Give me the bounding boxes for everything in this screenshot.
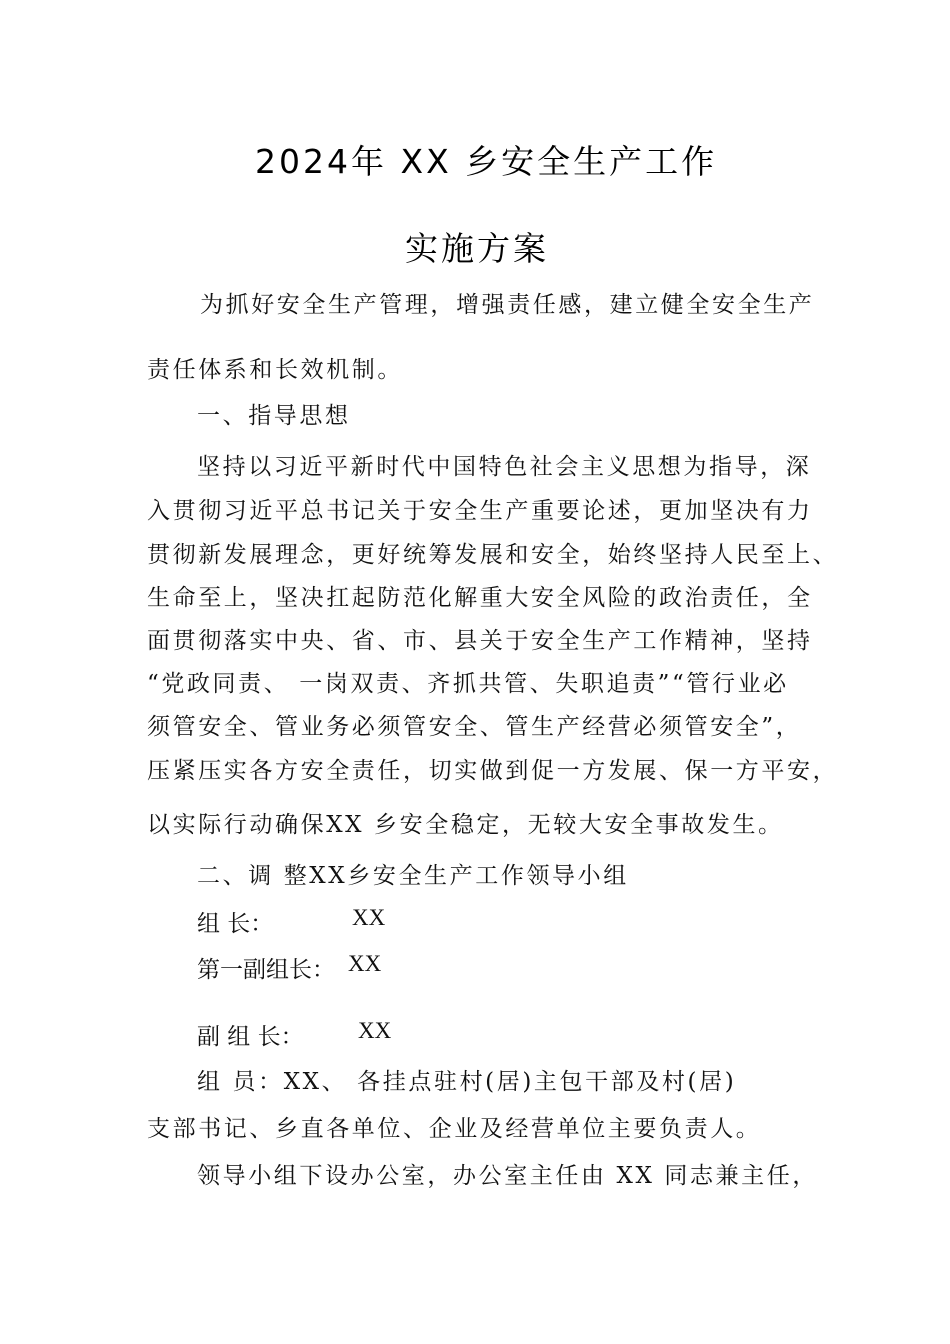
section2-heading: 二、调 整XX乡安全生产工作领导小组 <box>197 863 629 889</box>
deputy-value: XX <box>358 1018 392 1043</box>
intro-line-1: 为抓好安全生产管理，增强责任感，建立健全安全生产 <box>200 292 815 318</box>
leader-value: XX <box>352 905 386 930</box>
section1-line-5: 面贯彻落实中央、省、市、县关于安全生产工作精神，坚持 <box>147 628 813 654</box>
section1-line-8: 压紧压实各方安全责任，切实做到促一方发展、保一方平安， <box>147 758 839 784</box>
page-title-line1: 2024年 XX 乡安全生产工作 <box>255 142 718 181</box>
first-deputy-value: XX <box>348 951 382 976</box>
page-title-line2: 实施方案 <box>405 229 549 268</box>
first-deputy-label: 第一副组长： <box>197 957 335 983</box>
members-line-1: 组 员：XX、 各挂点驻村(居)主包干部及村(居) <box>197 1069 737 1095</box>
leader-label: 组 长： <box>197 911 274 937</box>
section1-line-1: 坚持以习近平新时代中国特色社会主义思想为指导，深 <box>197 454 812 480</box>
section1-line-7: 须管安全、管业务必须管安全、管生产经营必须管安全”， <box>147 714 802 740</box>
section1-line-4: 生命至上，坚决扛起防范化解重大安全风险的政治责任，全 <box>147 585 813 611</box>
members-line-2: 支部书记、乡直各单位、企业及经营单位主要负责人。 <box>147 1116 762 1142</box>
deputy-label: 副 组 长： <box>197 1024 304 1050</box>
section1-line-2: 入贯彻习近平总书记关于安全生产重要论述，更加坚决有力 <box>147 498 813 524</box>
section1-line-9: 以实际行动确保XX 乡安全稳定，无较大安全事故发生。 <box>147 812 784 838</box>
intro-line-2: 责任体系和长效机制。 <box>147 357 403 383</box>
section1-line-6: “党政同责、 一岗双责、齐抓共管、失职追责”“管行业必 <box>147 671 789 697</box>
section1-line-3: 贯彻新发展理念，更好统筹发展和安全，始终坚持人民至上、 <box>147 542 839 568</box>
office-line-1: 领导小组下设办公室，办公室主任由 XX 同志兼主任， <box>197 1163 818 1189</box>
section1-heading: 一、指导思想 <box>197 403 351 429</box>
